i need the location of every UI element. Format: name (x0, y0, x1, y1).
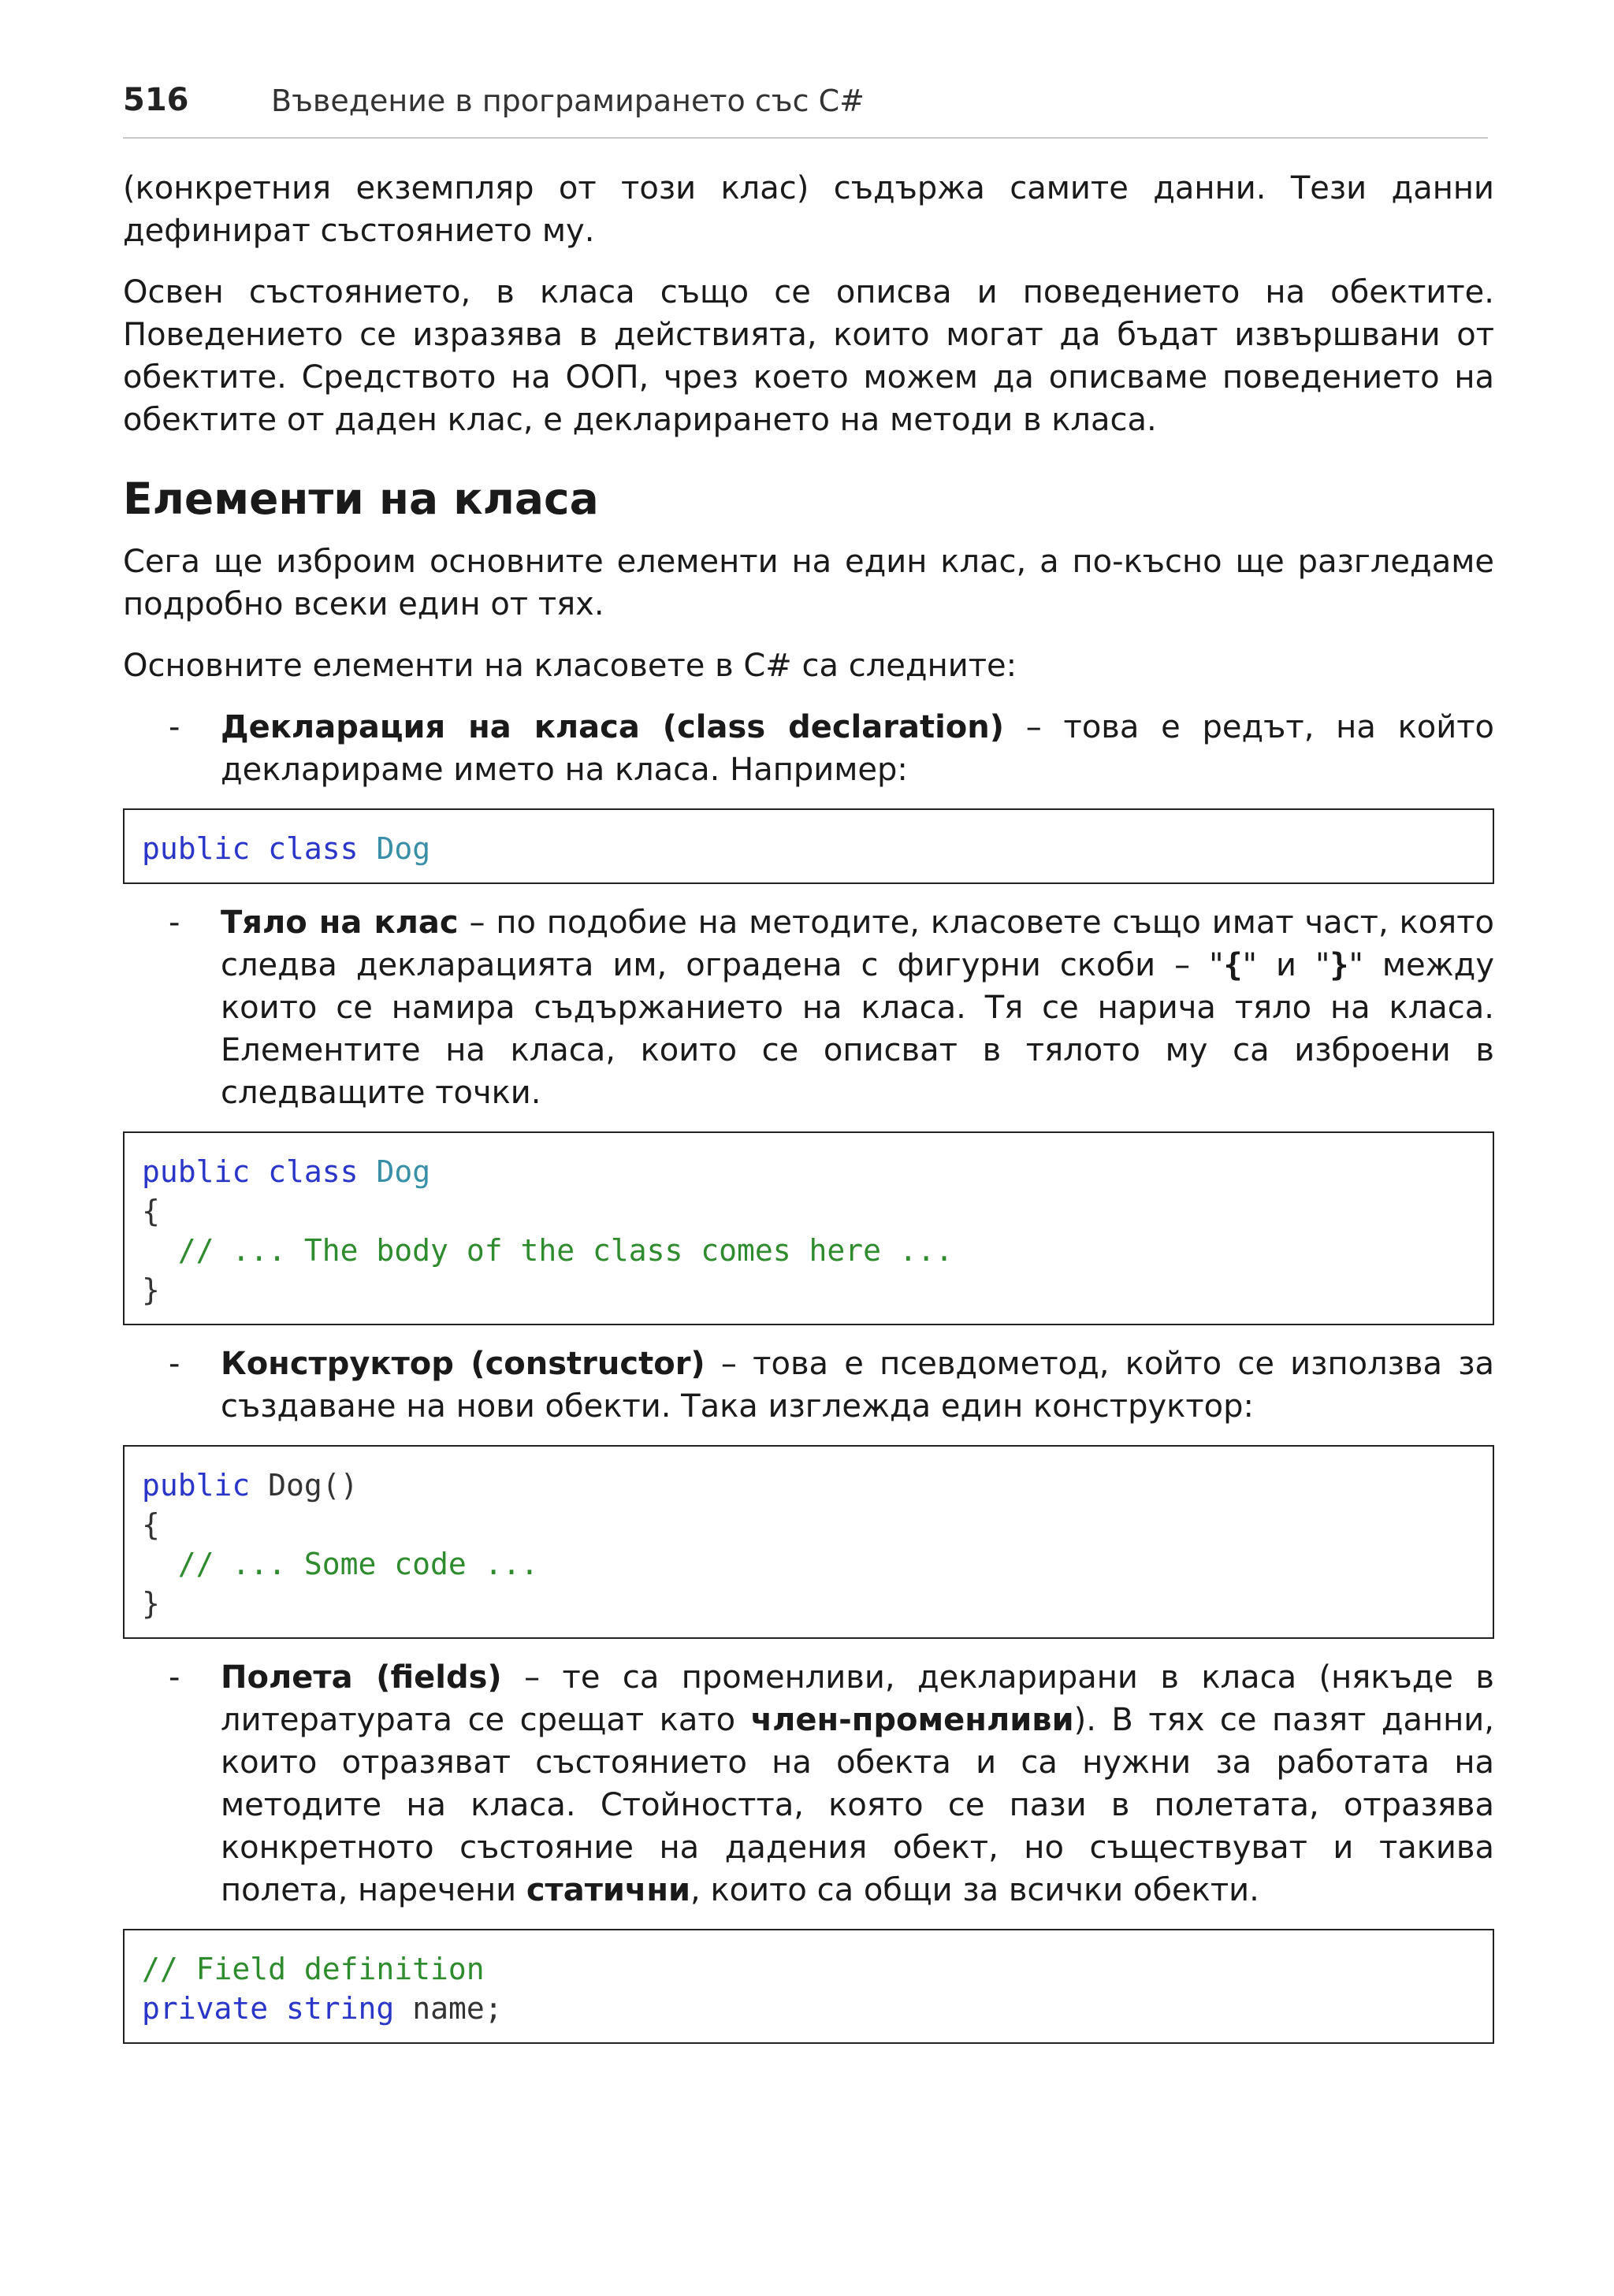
bullet-text: – това е редът, на който декларираме името на класа. Например: (221, 709, 1494, 788)
code-comment: // ... Some code ... (177, 1547, 539, 1581)
code-identifier: Dog() (268, 1468, 359, 1503)
bullet-term: Конструктор (constructor) (221, 1346, 705, 1382)
code-type: Dog (376, 1154, 431, 1189)
page-header (123, 82, 1488, 139)
bullet-term: статични (526, 1872, 691, 1908)
bullet-text: " между които се намира съдържанието на класа. Тя се нарича тяло на класа. Елементите на класа, които се описват в тялото му са изброени в следващите точки. (221, 947, 1494, 1111)
bullet-dash: - (169, 1659, 180, 1696)
bullet-term: Декларация на класа (class declaration) (221, 709, 1005, 745)
intro-paragraph-2: Освен състоянието, в класа също се описва и поведението на обектите. Поведението се изразява в действията, които могат да бъдат извършвани от обектите. Средството на ООП, чрез което можем да описваме поведението на обектите от даден клас, е декларирането на методи в класа. (123, 274, 1494, 438)
code-keyword: public (142, 831, 251, 866)
code-brace: } (142, 1272, 160, 1307)
bullet-term: Тяло на клас (221, 905, 459, 941)
intro-paragraph-1: (конкретния екземпляр от този клас) съдържа самите данни. Тези данни дефинират състоянието му. (123, 170, 1494, 249)
code-block-class-body (123, 1131, 1494, 1325)
bullet-dash: - (169, 1346, 180, 1382)
bullet-class-body (123, 901, 1494, 1114)
bullet-constructor (123, 1343, 1494, 1428)
code-keyword: private (142, 1991, 269, 2026)
page-content (123, 167, 1494, 2061)
code-keyword: string (286, 1991, 395, 2026)
code-comment: // ... The body of the class comes here ... (177, 1233, 954, 1268)
code-keyword: public (142, 1468, 251, 1503)
bullet-dash: - (169, 709, 180, 745)
code-block-constructor (123, 1445, 1494, 1639)
bullet-term: член-променливи (750, 1702, 1074, 1738)
code-keyword: class (268, 1154, 359, 1189)
bullet-fields (123, 1656, 1494, 1911)
close-brace: } (1330, 947, 1349, 983)
code-type: Dog (376, 831, 431, 866)
section-title: Елементи на класа (123, 474, 599, 524)
code-brace: } (142, 1586, 160, 1621)
bullet-text: – по подобие на методите, класовете също имат част, която следва декларацията им, оградена с фигурни скоби – " (221, 905, 1495, 983)
open-brace: { (1223, 947, 1243, 983)
bullet-term: Полета (fields) (221, 1659, 502, 1696)
code-block-field (123, 1929, 1494, 2044)
code-block-class-declaration (123, 808, 1494, 884)
code-keyword: class (268, 831, 359, 866)
page-number: 516 (123, 82, 189, 118)
bullet-class-declaration (123, 706, 1494, 791)
bullet-text: – това е псевдометод, който се използва за създаване на нови обекти. Така изглежда един конструктор: (221, 1346, 1494, 1425)
bullet-text: – те са променливи, декларирани в класа (някъде в литературата се срещат като (221, 1659, 1494, 1738)
code-comment: // Field definition (142, 1952, 485, 1986)
section-paragraph-2: Основните елементи на класовете в C# са следните: (123, 648, 1017, 684)
section-paragraph-1: Сега ще изброим основните елементи на един клас, а по-късно ще разгледаме подробно всеки един от тях. (123, 544, 1494, 622)
code-brace: { (142, 1507, 160, 1542)
code-brace: { (142, 1194, 160, 1228)
bullet-dash: - (169, 905, 180, 941)
bullet-text: ). В тях се пазят данни, които отразяват състоянието на обекта и са нужни за работата на методите на класа. Стойността, която се пази в полетата, отразява конкретното състояние на дадения обект, но съществуват и такива полета, наречени (221, 1702, 1495, 1908)
running-title: Въведение в програмирането със C# (271, 84, 865, 118)
code-keyword: public (142, 1154, 251, 1189)
bullet-text: , които са общи за всички обекти. (690, 1872, 1259, 1908)
bullet-text: " и " (1242, 947, 1330, 983)
code-identifier: name; (412, 1991, 503, 2026)
